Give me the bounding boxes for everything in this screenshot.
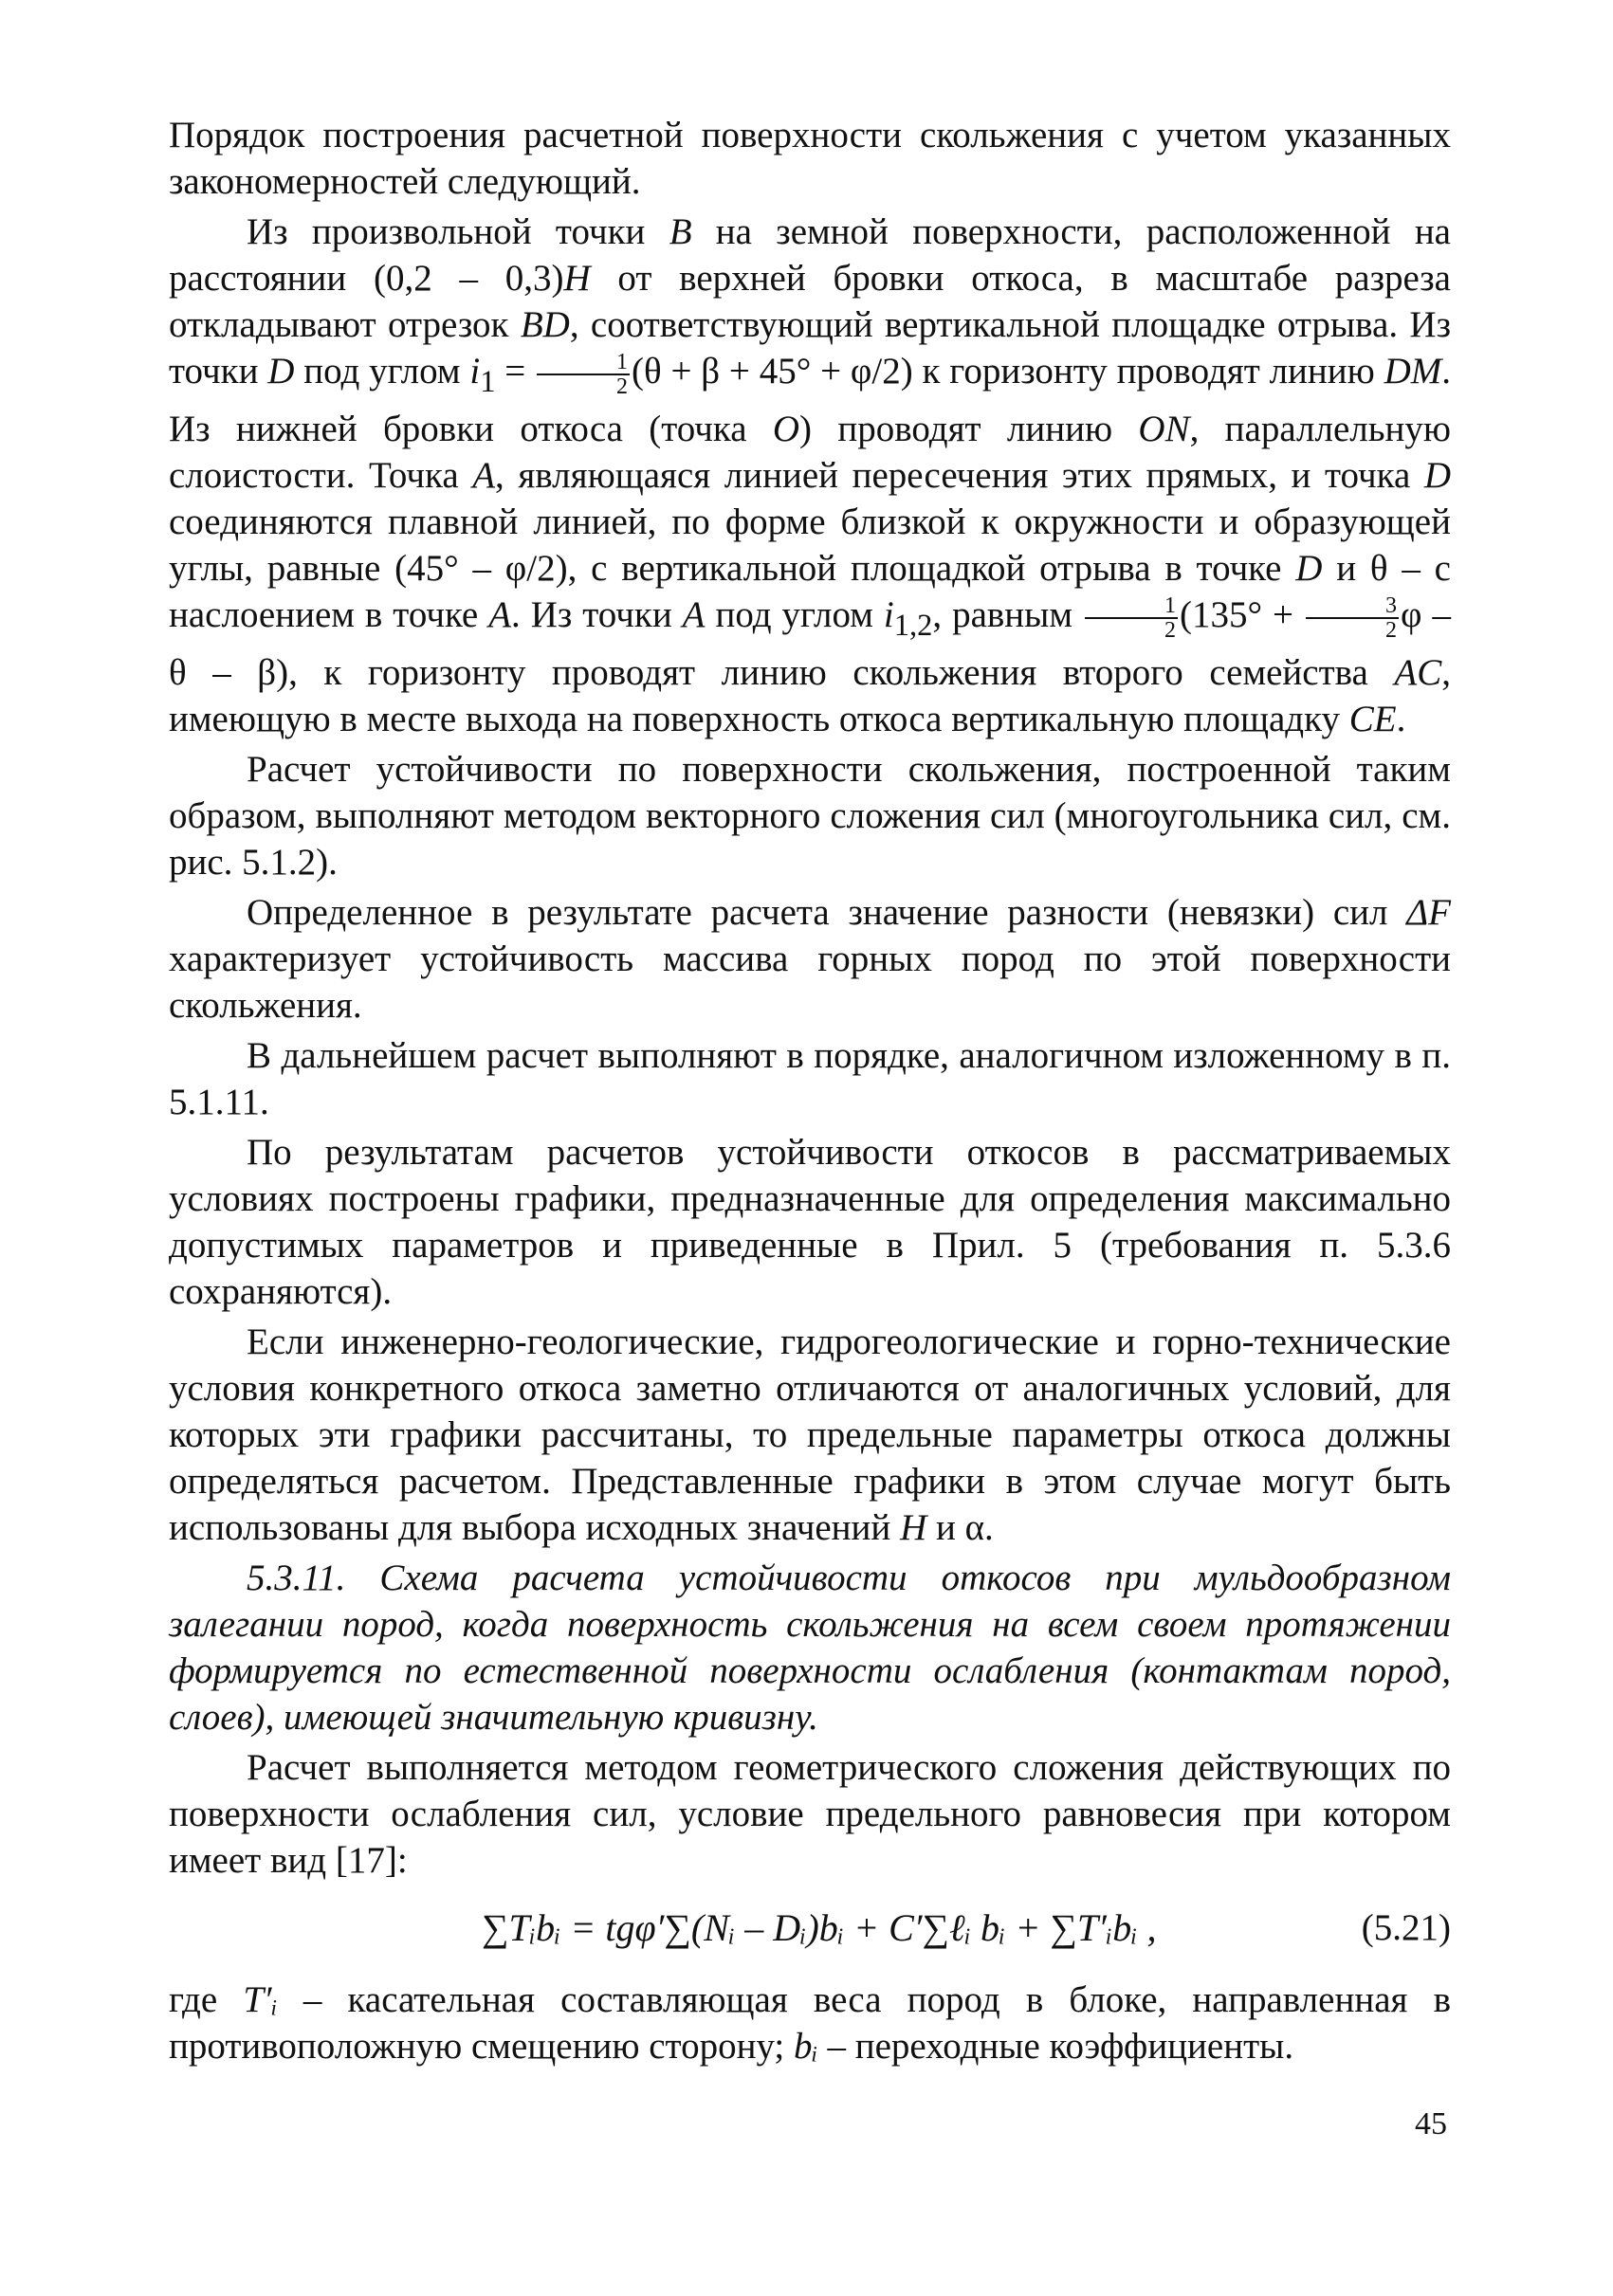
angle-formula-3: $\frac{1}{2}$ (135° + $\frac{3}{2}$ φ – θ – β) xyxy=(169,592,1451,693)
paragraph-7: Если инженерно-геологические, гидрогеологические и горно-технические условия конкретного откоса заметно отличаются от аналогичных условий, для которых эти графики рассчитаны, то предельные параметры откоса должны определяться расчетом. Представленные графики в этом случае могут быть использованы для выбора исходных значений H и α. xyxy=(169,1321,1451,1548)
page-body xyxy=(169,112,1451,2073)
paragraph-9: Расчет выполняется методом геометрического сложения действующих по поверхности ослабления сил, условие предельного равновесия при котором имеет вид [17]: xyxy=(169,1746,1451,1881)
equation-body: ∑Tᵢbᵢ = tgφ′∑(Nᵢ – Dᵢ)bᵢ + C′∑ℓᵢ bᵢ + ∑T′ᵢbᵢ , xyxy=(482,1905,1157,1949)
paragraph-5: В дальнейшем расчет выполняют в порядке, аналогичном изложенному в п. 5.1.11. xyxy=(169,1034,1451,1122)
paragraph-6: По результатам расчетов устойчивости откосов в рассматриваемых условиях построены графики, предназначенные для определения максимально допустимых параметров и приведенные в Прил. 5 (требования п. 5.3.6 сохраняются). xyxy=(169,1131,1451,1312)
equation-number: (5.21) xyxy=(1361,1906,1451,1948)
paragraph-2: Из произвольной точки B на земной поверхности, расположенной на расстоянии (0,2 – 0,3)H от верхней бровки откоса, в масштабе разреза откладывают отрезок BD, соответствующий вертикальной площадке отрыва. Из точки D под углом $i_1$ = $\frac{1}{2}$ (θ + β + 45° + φ/2) к горизонту проводят линию DM. Из нижней бровки откоса (точка O) проводят линию ON, параллельную слоистости. Точка A, являющаяся линией пересечения этих прямых, и точка D соединяются плавной линией, по форме близкой к окружности и образующей углы, равные (45° – φ/2), с вертикальной площадкой отрыва в точке D и θ – с наслоением в точке A. Из точки A под углом $i_{1,2}$, равным $\frac{1}{2}$ (135° + $\frac{3}{2}$ φ – θ – β), к горизонту проводят линию скольжения второго семейства AC, имеющую в месте выхода на поверхность откоса вертикальную площадку CE. xyxy=(169,211,1452,739)
paragraph-4: Определенное в результате расчета значение разности (невязки) сил ΔF характеризует устойчивость массива горных пород по этой поверхности скольжения. xyxy=(169,891,1451,1026)
page-number: 45 xyxy=(1415,2106,1447,2141)
section-heading-5-3-11: 5.3.11. Схема расчета устойчивости откосов при мульдообразном залегании пород, когда поверхность скольжения на всем своем протяжении формируется по естественной поверхности ослабления (контактам пород, слоев), имеющей значительную кривизну. xyxy=(169,1557,1451,1738)
paragraph-1: Порядок построения расчетной поверхности скольжения с учетом указанных закономерностей следующий. xyxy=(169,115,1451,202)
angle-formula-1: $i_1$ = $\frac{1}{2}$ (θ + β + 45° + φ/2) xyxy=(469,350,913,400)
paragraph-10: где T′ᵢ – касательная составляющая веса пород в блоке, направленная в противоположную смещению сторону; bᵢ – переходные коэффициенты. xyxy=(169,1978,1451,2067)
angle-formula-2: $i_{1,2}$ xyxy=(883,593,933,643)
paragraph-3: Расчет устойчивости по поверхности скольжения, построенной таким образом, выполняют методом векторного сложения сил (многоугольника сил, см. рис. 5.1.2). xyxy=(169,748,1451,883)
equation-5-21 xyxy=(169,1901,1451,1958)
